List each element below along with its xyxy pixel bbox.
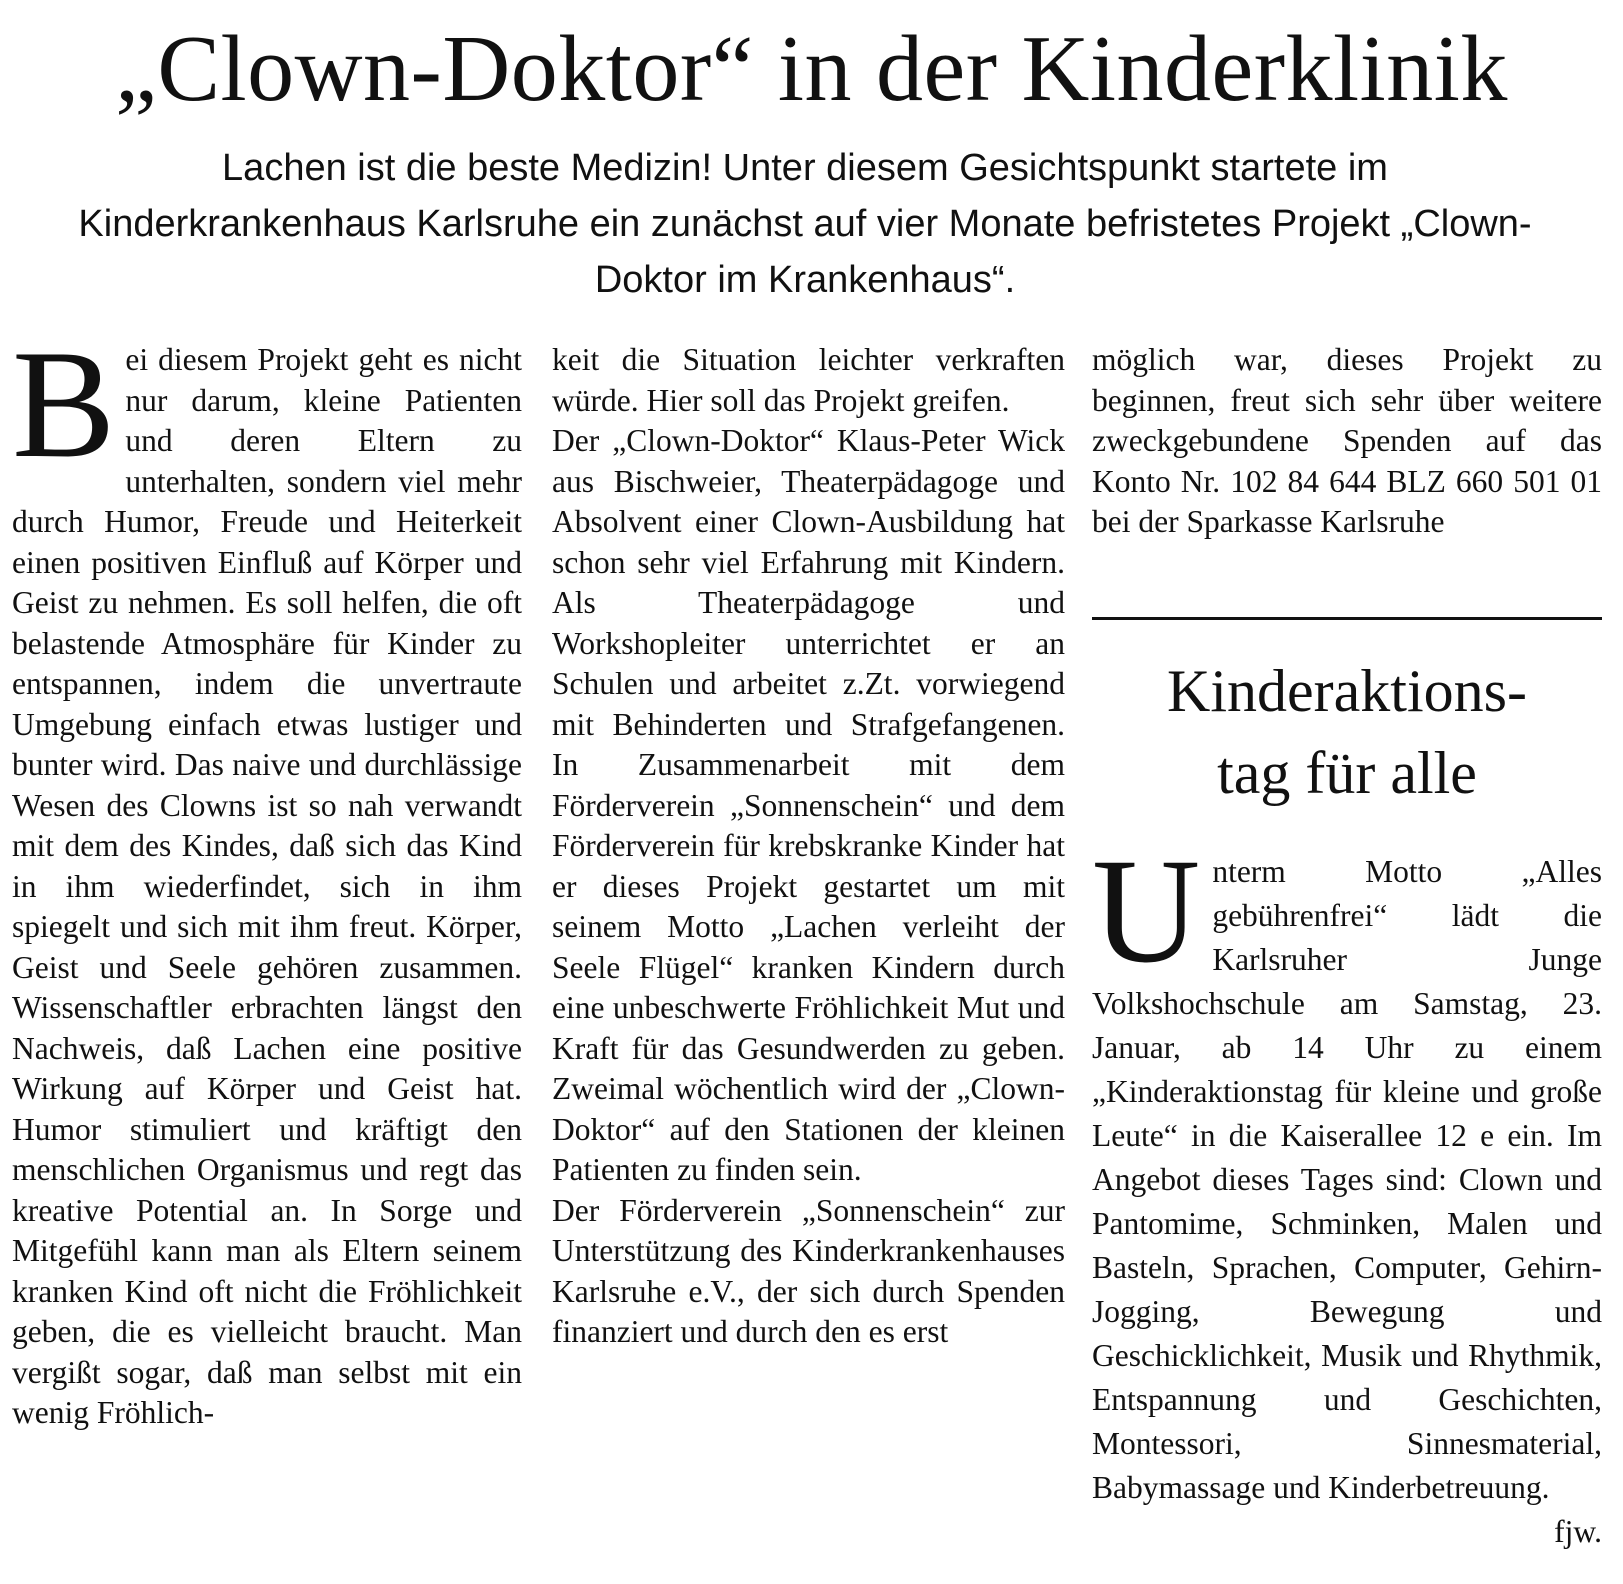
article-body-col3: möglich war, dieses Projekt zu beginnen, freut sich sehr über weitere zweckgebundene Spenden auf das Konto Nr. 102 84 644 BLZ 660 501 01 bei der Sparkasse Karlsruhe bbox=[1092, 342, 1602, 539]
article-body-col2-p2: Der „Clown-Doktor“ Klaus-Peter Wick aus Bischweier, Theaterpädagoge und Absolvent einer Clown-Ausbildung hat schon sehr viel Erfahrung mit Kindern. Als Theaterpädagoge und Workshopleiter unterrichtet er an Schulen und arbeitet z.Zt. vorwiegend mit Behinderten und Strafgefangenen. In Zusammenarbeit mit dem Förderverein „Sonnenschein“ und dem Förderverein für krebskranke Kinder hat er dieses Projekt gestartet um mit seinem Motto „Lachen verleiht der Seele Flügel“ kranken Kindern durch eine unbeschwerte Fröhlichkeit Mut und Kraft für das Gesundwerden zu geben. Zweimal wöchentlich wird der „Clown-Doktor“ auf den Stationen der kleinen Patienten zu finden sein. bbox=[552, 423, 1065, 1187]
article-headline: „Clown-Doktor“ in der Kinderklinik bbox=[115, 17, 1508, 121]
article-column-1 bbox=[12, 318, 522, 1434]
author-signoff: fjw. bbox=[1554, 1514, 1602, 1549]
section-divider-rule bbox=[1092, 617, 1602, 620]
article-column-2 bbox=[552, 340, 1065, 1353]
sidebar-headline-line1: Kinderaktions- bbox=[1167, 658, 1527, 724]
sidebar-headline-line2: tag für alle bbox=[1217, 740, 1477, 806]
article-body-col2-p1: keit die Situation leichter verkraften würde. Hier soll das Projekt greifen. bbox=[552, 342, 1065, 418]
dropcap-b: B bbox=[12, 318, 116, 490]
dropcap-u: U bbox=[1092, 828, 1201, 994]
sidebar-headline bbox=[1092, 650, 1602, 814]
article-body-col2-p3: Der Förderverein „Sonnenschein“ zur Unterstützung des Kinderkrankenhauses Karlsruhe e.V., der sich durch Spenden finanziert und durch den es erst bbox=[552, 1192, 1065, 1349]
sidebar-body-text: nterm Motto „Alles gebührenfrei“ lädt die Karlsruher Junge Volkshochschule am Samstag, 23. Januar, ab 14 Uhr zu einem „Kinderaktionstag für kleine und große Leute“ in die Kaiserallee 12 e ein. Im Angebot dieses Tages sind: Clown und Pantomime, Schminken, Malen und Basteln, Sprachen, Computer, Gehirn-Jogging, Bewegung und Geschicklichkeit, Musik und Rhythmik, Entspannung und Geschichten, Montessori, Sinnesmaterial, Babymassage und Kinderbetreuung. bbox=[1092, 854, 1602, 1505]
sidebar-article bbox=[1092, 828, 1602, 1554]
article-column-3 bbox=[1092, 340, 1602, 543]
article-lead: Lachen ist die beste Medizin! Unter diesem Gesichtspunkt startete im Kinderkrankenhaus Karlsruhe ein zunächst auf vier Monate befristetes Projekt „Clown-Doktor im Krankenhaus“. bbox=[78, 147, 1532, 301]
article-body-col1: ei diesem Projekt geht es nicht nur darum, kleine Patienten und deren Eltern zu unterhalten, sondern viel mehr durch Humor, Freude und Heiterkeit einen positiven Einfluß auf Körper und Geist zu nehmen. Es soll helfen, die oft belastende Atmosphäre für Kinder zu entspannen, indem die unvertraute Umgebung einfach etwas lustiger und bunter wird. Das naive und durchlässige Wesen des Clowns ist so nah verwandt mit dem des Kindes, daß sich das Kind in ihm wiederfindet, sich in ihm spiegelt und sich mit ihm freut. Körper, Geist und Seele gehören zusammen. Wissenschaftler erbrachten längst den Nachweis, daß Lachen eine positive Wirkung auf Körper und Geist hat. Humor stimuliert und kräftigt den menschlichen Organismus und regt das kreative Potential an. In Sorge und Mitgefühl kann man als Eltern seinem kranken Kind oft nicht die Fröhlichkeit geben, die es vielleicht braucht. Man vergißt sogar, daß man selbst mit ein wenig Fröhlich- bbox=[12, 342, 522, 1430]
